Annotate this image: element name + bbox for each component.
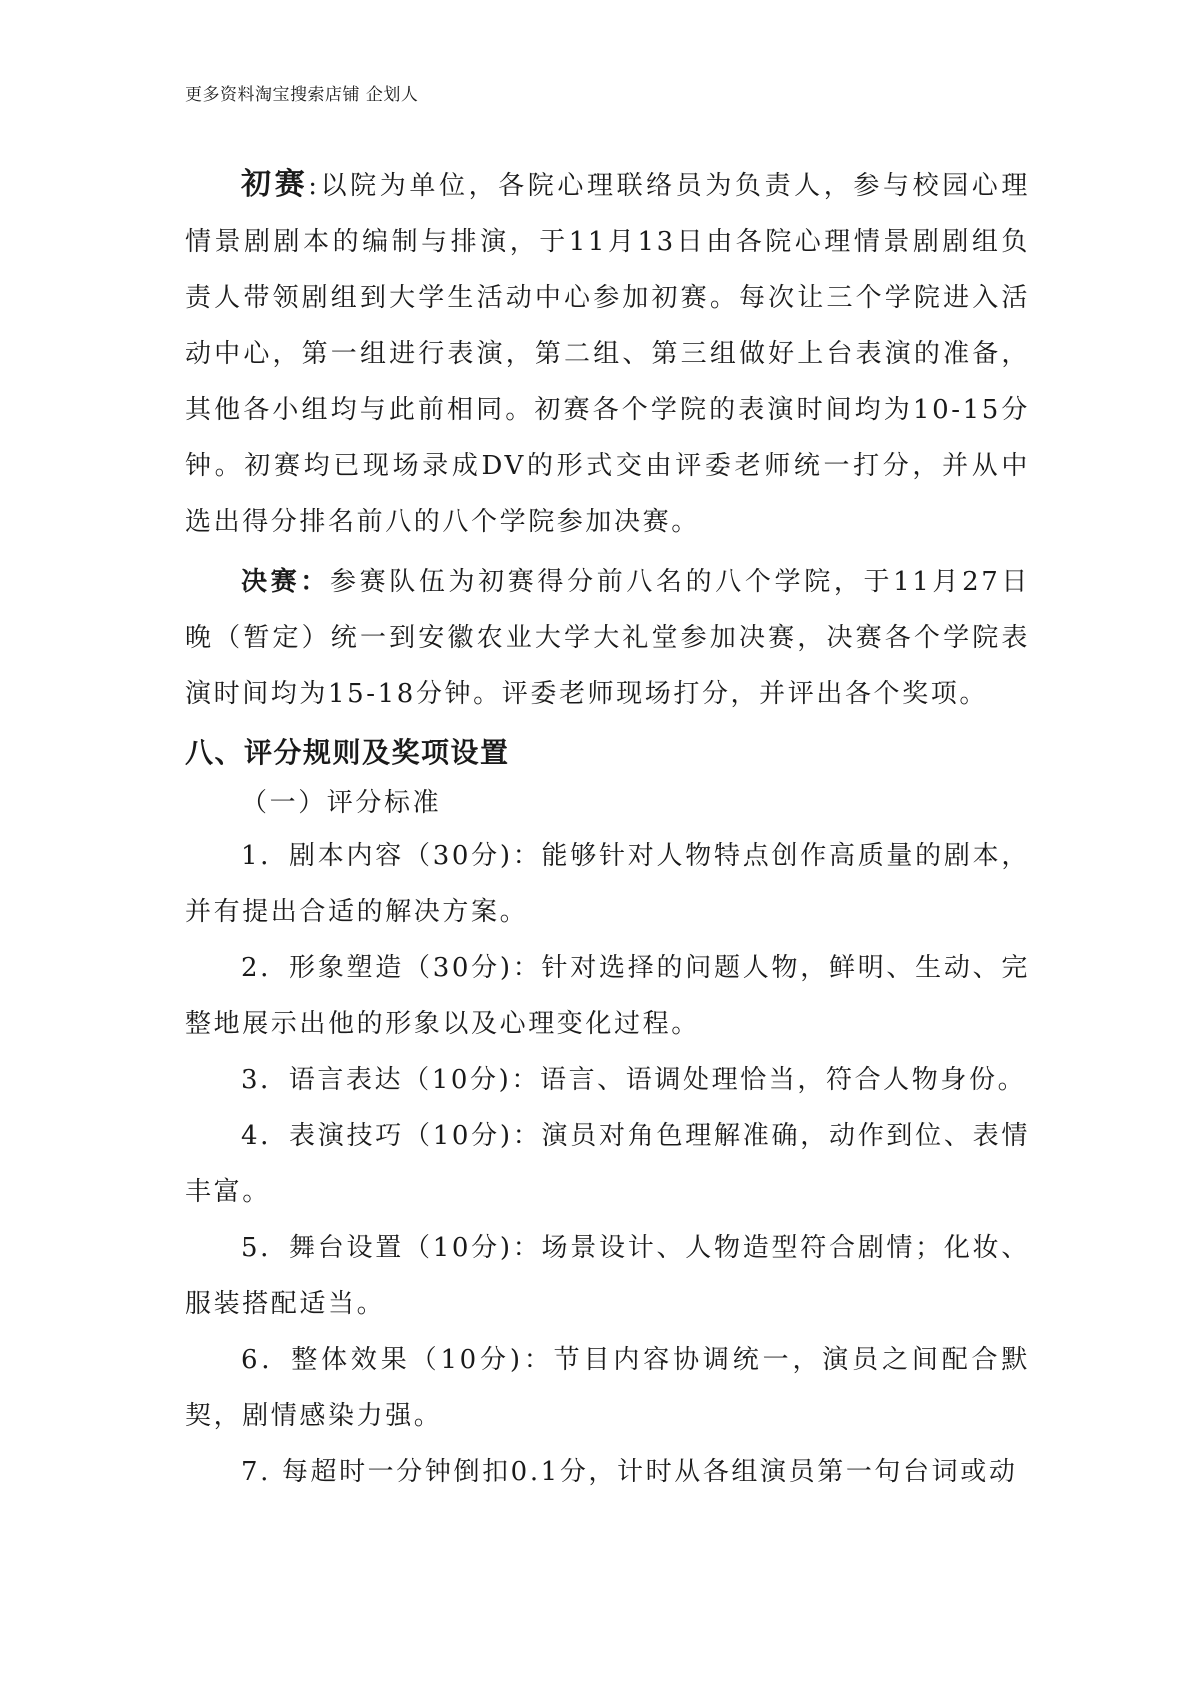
criteria-item: 3．语言表达（10分)：语言、语调处理恰当，符合人物身份。 [241, 1065, 1027, 1095]
criteria-item: 2．形象塑造（30分)：针对选择的问题人物，鲜明、生动、完整地展示出他的形象以及心理变化过程。 [185, 953, 1030, 1039]
final-paragraph [185, 554, 1030, 722]
criteria-item: 4．表演技巧（10分)：演员对角色理解准确，动作到位、表情丰富。 [185, 1121, 1030, 1207]
subsection-title: （一）评分标准 [241, 788, 442, 818]
prelim-paragraph [185, 157, 1030, 550]
prelim-text: :以院为单位，各院心理联络员为负责人，参与校园心理情景剧剧本的编制与排演，于11月13日由各院心理情景剧剧组负责人带领剧组到大学生活动中心参加初赛。每次让三个学院进入活动中心，第一组进行表演，第二组、第三组做好上台表演的准备，其他各小组均与此前相同。初赛各个学院的表演时间均为10-15分钟。初赛均已现场录成DV的形式交由评委老师统一打分，并从中选出得分排名前八的八个学院参加决赛。 [185, 171, 1030, 537]
criteria-item: 5．舞台设置（10分)：场景设计、人物造型符合剧情；化妆、服装搭配适当。 [185, 1233, 1030, 1319]
criteria-item: 7. 每超时一分钟倒扣0.1分，计时从各组演员第一句台词或动 [241, 1457, 1018, 1487]
section-title: 八、评分规则及奖项设置 [185, 736, 510, 769]
prelim-label: 初赛 [241, 167, 309, 202]
criteria-item: 6．整体效果（10分)：节目内容协调统一，演员之间配合默契，剧情感染力强。 [185, 1345, 1030, 1431]
header-note: 更多资料淘宝搜索店铺 企划人 [185, 85, 419, 105]
criteria-item: 1．剧本内容（30分)：能够针对人物特点创作高质量的剧本，并有提出合适的解决方案。 [185, 841, 1030, 927]
final-label: 决赛： [241, 567, 330, 597]
final-text: 参赛队伍为初赛得分前八名的八个学院，于11月27日晚（暂定）统一到安徽农业大学大礼堂参加决赛，决赛各个学院表演时间均为15-18分钟。评委老师现场打分，并评出各个奖项。 [185, 567, 1030, 709]
document-body [185, 157, 1030, 1500]
